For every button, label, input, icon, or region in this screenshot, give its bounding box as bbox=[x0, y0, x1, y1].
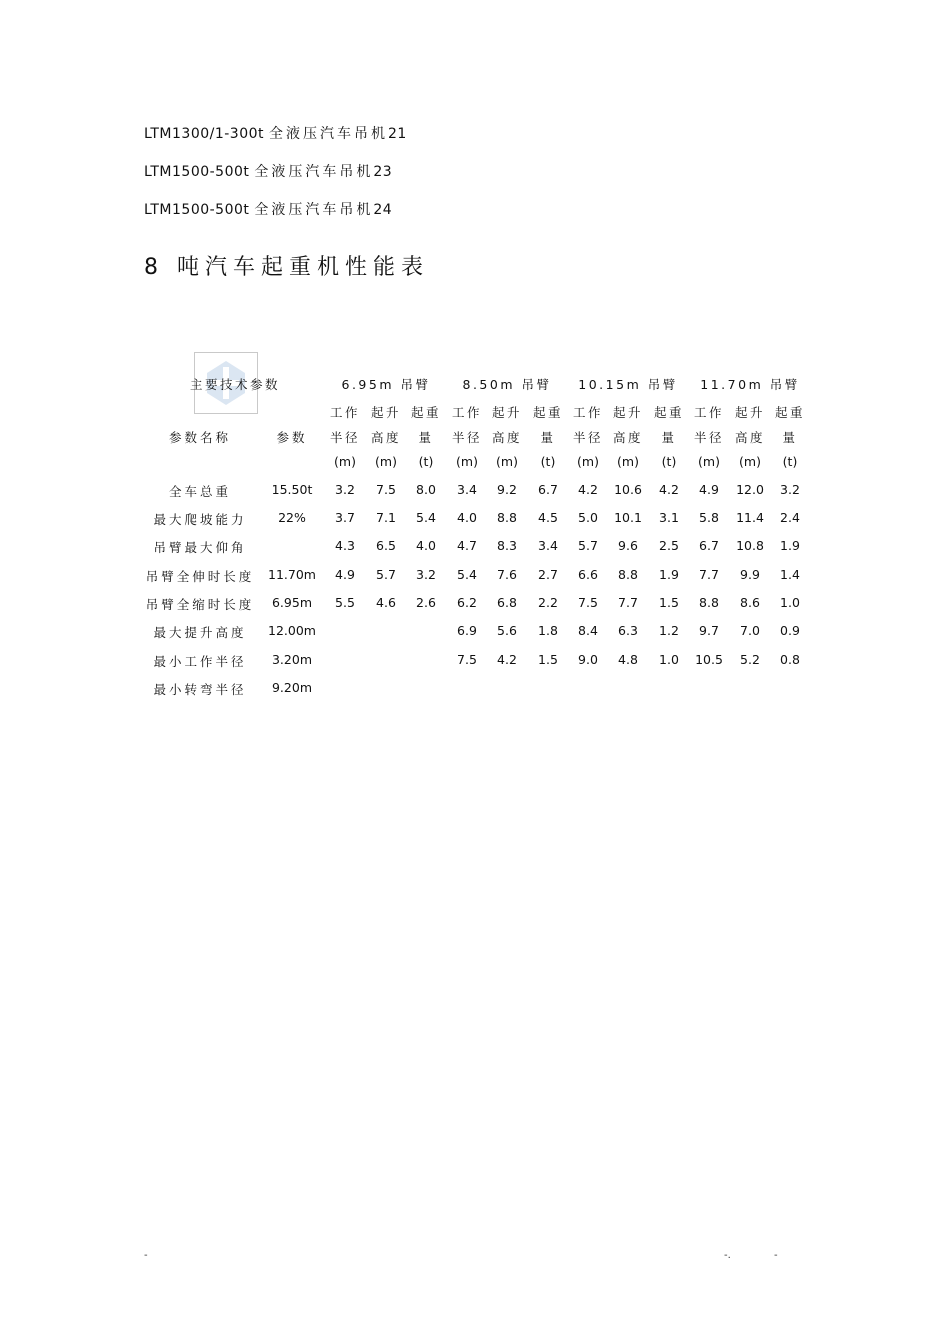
table-cell: 12.0 bbox=[736, 482, 764, 497]
row-param-name: 最小转弯半径 bbox=[153, 682, 247, 697]
table-cell: 9.0 bbox=[578, 652, 598, 667]
table-cell: 2.5 bbox=[659, 538, 679, 553]
table-cell: 1.5 bbox=[538, 652, 558, 667]
table-cell: 8.8 bbox=[618, 567, 638, 582]
table-cell: 1.8 bbox=[538, 623, 558, 638]
row-param-name: 最小工作半径 bbox=[153, 654, 247, 669]
column-subheader: (t) bbox=[540, 454, 556, 469]
table-cell: 7.5 bbox=[376, 482, 396, 497]
table-cell: 3.2 bbox=[780, 482, 800, 497]
table-cell: 1.9 bbox=[780, 538, 800, 553]
table-cell: 4.9 bbox=[335, 567, 355, 582]
table-cell: 8.4 bbox=[578, 623, 598, 638]
column-subheader: (m) bbox=[577, 454, 599, 469]
column-subheader: 高度 bbox=[612, 430, 643, 445]
column-subheader: 起升 bbox=[734, 405, 765, 420]
table-cell: 3.4 bbox=[457, 482, 477, 497]
column-subheader: (t) bbox=[782, 454, 798, 469]
column-subheader: 工作 bbox=[329, 405, 360, 420]
column-subheader: 量 bbox=[418, 430, 434, 445]
table-cell: 9.9 bbox=[740, 567, 760, 582]
table-cell: 3.2 bbox=[416, 567, 436, 582]
table-cell: 1.2 bbox=[659, 623, 679, 638]
table-cell: 7.6 bbox=[497, 567, 517, 582]
table-cell: 4.2 bbox=[497, 652, 517, 667]
table-cell: 6.2 bbox=[457, 595, 477, 610]
table-cell: 7.5 bbox=[457, 652, 477, 667]
row-param-value: 12.00m bbox=[268, 623, 316, 638]
table-cell: 1.4 bbox=[780, 567, 800, 582]
column-subheader: 高度 bbox=[491, 430, 522, 445]
boom-header: 11.70m 吊臂 bbox=[700, 377, 800, 392]
table-cell: 4.2 bbox=[659, 482, 679, 497]
param-name-header: 参数名称 bbox=[168, 430, 231, 445]
row-param-name: 全车总重 bbox=[168, 484, 231, 499]
column-subheader: (t) bbox=[418, 454, 434, 469]
table-cell: 5.4 bbox=[416, 510, 436, 525]
row-param-name: 吊臂全伸时长度 bbox=[145, 569, 255, 584]
footer-right-2: - bbox=[774, 1250, 778, 1261]
table-cell: 6.7 bbox=[538, 482, 558, 497]
table-cell: 4.8 bbox=[618, 652, 638, 667]
table-main-header: 主要技术参数 bbox=[190, 377, 281, 392]
table-cell: 5.4 bbox=[457, 567, 477, 582]
table-cell: 2.4 bbox=[780, 510, 800, 525]
table-cell: 3.4 bbox=[538, 538, 558, 553]
table-cell: 4.2 bbox=[578, 482, 598, 497]
row-param-value: 6.95m bbox=[271, 595, 312, 610]
column-subheader: 高度 bbox=[734, 430, 765, 445]
column-subheader: 半径 bbox=[329, 430, 360, 445]
table-cell: 4.6 bbox=[376, 595, 396, 610]
table-cell: 2.6 bbox=[416, 595, 436, 610]
table-cell: 5.2 bbox=[740, 652, 760, 667]
column-subheader: 起重 bbox=[774, 405, 805, 420]
table-cell: 8.8 bbox=[699, 595, 719, 610]
table-cell: 8.0 bbox=[416, 482, 436, 497]
table-cell: 5.7 bbox=[578, 538, 598, 553]
table-cell: 0.8 bbox=[780, 652, 800, 667]
toc-entry: LTM1500-500t 全液压汽车吊机24 bbox=[144, 202, 393, 218]
table-cell: 10.1 bbox=[614, 510, 642, 525]
table-cell: 6.3 bbox=[618, 623, 638, 638]
param-header: 参数 bbox=[276, 430, 308, 445]
column-subheader: 工作 bbox=[693, 405, 724, 420]
column-subheader: 起重 bbox=[532, 405, 563, 420]
table-cell: 4.7 bbox=[457, 538, 477, 553]
table-cell: 1.5 bbox=[659, 595, 679, 610]
table-cell: 6.9 bbox=[457, 623, 477, 638]
boom-header: 6.95m 吊臂 bbox=[341, 377, 431, 392]
table-cell: 4.5 bbox=[538, 510, 558, 525]
footer-left: - bbox=[144, 1250, 148, 1261]
table-cell: 5.5 bbox=[335, 595, 355, 610]
column-subheader: 半径 bbox=[693, 430, 724, 445]
table-cell: 0.9 bbox=[780, 623, 800, 638]
table-cell: 4.3 bbox=[335, 538, 355, 553]
table-cell: 5.8 bbox=[699, 510, 719, 525]
row-param-value: 22% bbox=[278, 510, 306, 525]
toc-entry: LTM1300/1-300t 全液压汽车吊机21 bbox=[144, 126, 407, 142]
table-cell: 4.0 bbox=[416, 538, 436, 553]
table-cell: 8.6 bbox=[740, 595, 760, 610]
table-cell: 8.3 bbox=[497, 538, 517, 553]
column-subheader: (t) bbox=[661, 454, 677, 469]
table-cell: 5.0 bbox=[578, 510, 598, 525]
row-param-value: 15.50t bbox=[271, 482, 313, 497]
table-cell: 3.7 bbox=[335, 510, 355, 525]
column-subheader: (m) bbox=[334, 454, 356, 469]
table-cell: 1.0 bbox=[780, 595, 800, 610]
column-subheader: 量 bbox=[661, 430, 677, 445]
row-param-value: 11.70m bbox=[268, 567, 316, 582]
table-cell: 7.0 bbox=[740, 623, 760, 638]
table-cell: 2.7 bbox=[538, 567, 558, 582]
table-cell: 10.6 bbox=[614, 482, 642, 497]
column-subheader: 起重 bbox=[653, 405, 684, 420]
column-subheader: (m) bbox=[698, 454, 720, 469]
column-subheader: 量 bbox=[782, 430, 798, 445]
column-subheader: 量 bbox=[540, 430, 556, 445]
column-subheader: (m) bbox=[739, 454, 761, 469]
column-subheader: 高度 bbox=[370, 430, 401, 445]
table-cell: 2.2 bbox=[538, 595, 558, 610]
boom-header: 10.15m 吊臂 bbox=[578, 377, 678, 392]
footer-right-1: -. bbox=[724, 1250, 731, 1261]
row-param-name: 最大爬坡能力 bbox=[153, 512, 247, 527]
table-cell: 7.5 bbox=[578, 595, 598, 610]
column-subheader: (m) bbox=[375, 454, 397, 469]
column-subheader: 工作 bbox=[451, 405, 482, 420]
table-cell: 7.7 bbox=[618, 595, 638, 610]
boom-header: 8.50m 吊臂 bbox=[462, 377, 552, 392]
table-cell: 6.5 bbox=[376, 538, 396, 553]
table-cell: 10.8 bbox=[736, 538, 764, 553]
row-param-value: 3.20m bbox=[271, 652, 312, 667]
toc-entry: LTM1500-500t 全液压汽车吊机23 bbox=[144, 164, 393, 180]
table-cell: 4.9 bbox=[699, 482, 719, 497]
row-param-name: 吊臂全缩时长度 bbox=[145, 597, 255, 612]
column-subheader: (m) bbox=[496, 454, 518, 469]
column-subheader: (m) bbox=[456, 454, 478, 469]
table-cell: 4.0 bbox=[457, 510, 477, 525]
column-subheader: 起重 bbox=[410, 405, 441, 420]
page-title: 8 吨汽车起重机性能表 bbox=[144, 255, 429, 280]
column-subheader: 半径 bbox=[572, 430, 603, 445]
table-cell: 5.6 bbox=[497, 623, 517, 638]
table-cell: 1.0 bbox=[659, 652, 679, 667]
row-param-value: 9.20m bbox=[271, 680, 312, 695]
table-cell: 6.7 bbox=[699, 538, 719, 553]
table-cell: 11.4 bbox=[736, 510, 764, 525]
table-cell: 7.1 bbox=[376, 510, 396, 525]
column-subheader: 起升 bbox=[491, 405, 522, 420]
table-cell: 10.5 bbox=[695, 652, 723, 667]
column-subheader: (m) bbox=[617, 454, 639, 469]
column-subheader: 起升 bbox=[612, 405, 643, 420]
table-cell: 7.7 bbox=[699, 567, 719, 582]
table-cell: 6.6 bbox=[578, 567, 598, 582]
table-cell: 6.8 bbox=[497, 595, 517, 610]
table-cell: 3.1 bbox=[659, 510, 679, 525]
table-cell: 1.9 bbox=[659, 567, 679, 582]
table-cell: 9.6 bbox=[618, 538, 638, 553]
column-subheader: 半径 bbox=[451, 430, 482, 445]
table-cell: 9.7 bbox=[699, 623, 719, 638]
row-param-name: 最大提升高度 bbox=[153, 625, 247, 640]
table-cell: 9.2 bbox=[497, 482, 517, 497]
table-cell: 8.8 bbox=[497, 510, 517, 525]
row-param-name: 吊臂最大仰角 bbox=[153, 540, 247, 555]
column-subheader: 起升 bbox=[370, 405, 401, 420]
column-subheader: 工作 bbox=[572, 405, 603, 420]
table-cell: 3.2 bbox=[335, 482, 355, 497]
table-cell: 5.7 bbox=[376, 567, 396, 582]
